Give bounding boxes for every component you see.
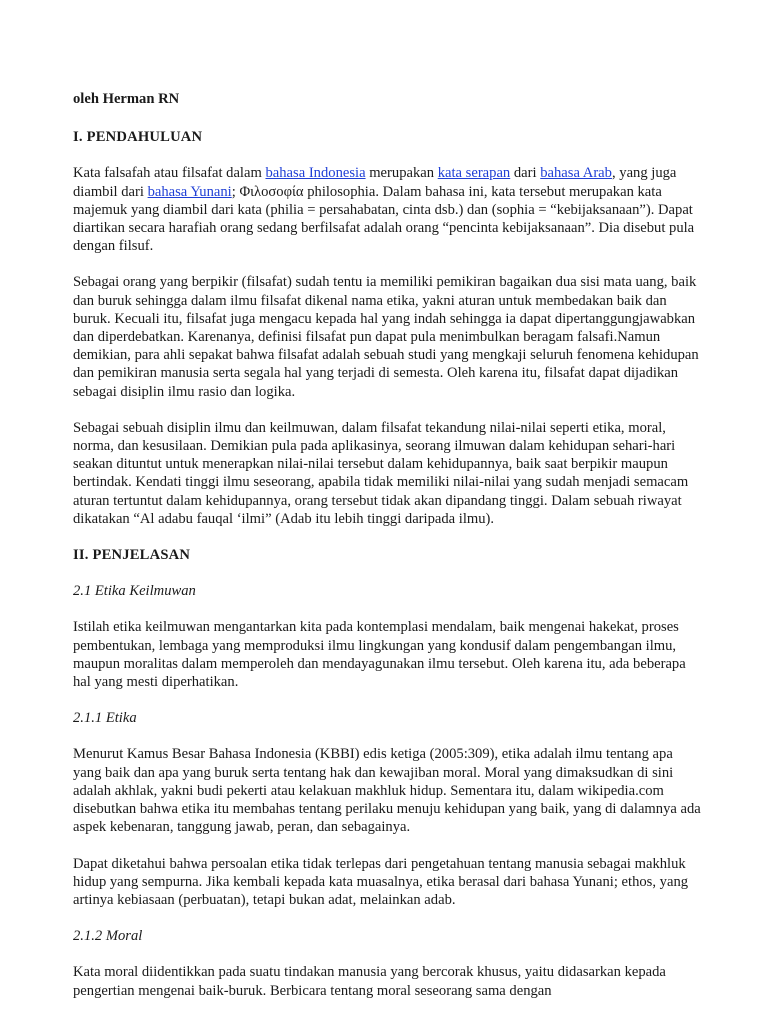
subheading-moral: 2.1.2 Moral [73, 928, 143, 945]
paragraph-etika-keilmuwan: Istilah etika keilmuwan mengantarkan kita pada kontemplasi mendalam, baik mengenai hakekat, proses pembentukan, lembaga yang memproduksi ilmu lingkungan yang kondusif dalam pengembangan ilmu, maupun moralitas dalam memperoleh dan mendayagunakan ilmu tersebut. Oleh karena itu, ada beberapa hal yang mesti diperhatikan. [73, 619, 686, 691]
link-bahasa-yunani[interactable]: bahasa Yunani [147, 183, 232, 200]
link-bahasa-indonesia[interactable]: bahasa Indonesia [265, 165, 366, 182]
paragraph-moral: Kata moral diidentikkan pada suatu tindakan manusia yang bercorak khusus, yaitu didasarkan kepada pengertian mengenai baik-buruk. Berbicara tentang moral seseorang sama dengan [73, 964, 666, 999]
paragraph-text: ; [231, 183, 240, 200]
paragraph-text: , yang juga diambil dari [73, 165, 677, 200]
section-heading-pendahuluan: I. PENDAHULUAN [73, 129, 203, 146]
paragraph-text: merupakan [365, 165, 438, 182]
paragraph-intro [73, 164, 701, 255]
paragraph-text: Kata falsafah atau filsafat dalam [73, 165, 266, 182]
section-heading-penjelasan: II. PENJELASAN [73, 547, 191, 564]
greek-word: Φιλοσοφία [239, 183, 304, 200]
document-page [73, 90, 701, 1018]
subheading-etika-keilmuwan: 2.1 Etika Keilmuwan [73, 583, 196, 600]
subheading-etika: 2.1.1 Etika [73, 710, 137, 727]
link-kata-serapan[interactable]: kata serapan [437, 165, 511, 182]
paragraph-text: dari [510, 165, 541, 182]
author-line: oleh Herman RN [73, 91, 180, 107]
paragraph-kbbi-etika: Menurut Kamus Besar Bahasa Indonesia (KBBI) edis ketiga (2005:309), etika adalah ilmu tentang apa yang baik dan apa yang buruk serta tentang hak dan kewajiban moral. Moral yang dimaksudkan di sini adalah akhlak, yakni budi pekerti atau kelakuan makhluk hidup. Sementara itu, dalam wikipedia.com disebutkan bahwa etika itu membahas tentang perilaku menuju kehidupan yang baik, yang di dalamnya ada aspek kebenaran, tanggung jawab, peran, dan sebagainya. [73, 746, 701, 836]
link-bahasa-arab[interactable]: bahasa Arab [540, 165, 612, 182]
paragraph-etika-yunani: Dapat diketahui bahwa persoalan etika tidak terlepas dari pengetahuan tentang manusia sebagai makhluk hidup yang sempurna. Jika kembali kepada kata muasalnya, etika berasal dari bahasa Yunani; ethos, yang artinya kebiasaan (perbuatan), tetapi bukan adat, melainkan adab. [73, 855, 689, 908]
paragraph-text: philosophia. Dalam bahasa ini, kata tersebut merupakan kata majemuk yang diambil dari kata (philia = persahabatan, cinta dsb.) dan (sophia = “kebijaksanaan”). Dapat diartikan secara harafiah orang sedang berfilsafat adalah orang “pencinta kebijaksanaan”. Dia disebut pula dengan filsuf. [73, 183, 695, 255]
paragraph-filsafat-etika: Sebagai orang yang berpikir (filsafat) sudah tentu ia memiliki pemikiran bagaikan dua sisi mata uang, baik dan buruk sehingga dalam ilmu filsafat dikenal nama etika, yakni aturan untuk membedakan baik dan buruk. Kecuali itu, filsafat juga mengacu kepada hal yang indah sehingga ia dapat dipertanggungjawabkan dan diperdebatkan. Karenanya, definisi filsafat pun dapat pula menimbulkan beragam falsafi.Namun demikian, para ahli sepakat bahwa filsafat adalah sebuah studi yang mengkaji seluruh fenomena kehidupan dan pemikiran manusia serta segala hal yang terjadi di semesta. Oleh karena itu, filsafat dapat dijadikan sebagai disiplin ilmu rasio dan logika. [73, 274, 699, 400]
paragraph-disiplin-ilmu: Sebagai sebuah disiplin ilmu dan keilmuwan, dalam filsafat tekandung nilai-nilai seperti etika, moral, norma, dan kesusilaan. Demikian pula pada aplikasinya, seorang ilmuwan dalam kehidupan sehari-hari seakan dituntut untuk menerapkan nilai-nilai tersebut dalam kehidupannya, baik saat berpikir maupun bertindak. Kendati tinggi ilmu seseorang, apabila tidak memiliki nilai-nilai yang sudah menjadi semacam aturan tertuntut dalam kehidupannya, orang tersebut tidak akan dipandang tinggi. Dalam sebuah riwayat dikatakan “Al adabu fauqal ‘ilmi” (Adab itu lebih tinggi daripada ilmu). [73, 419, 689, 527]
